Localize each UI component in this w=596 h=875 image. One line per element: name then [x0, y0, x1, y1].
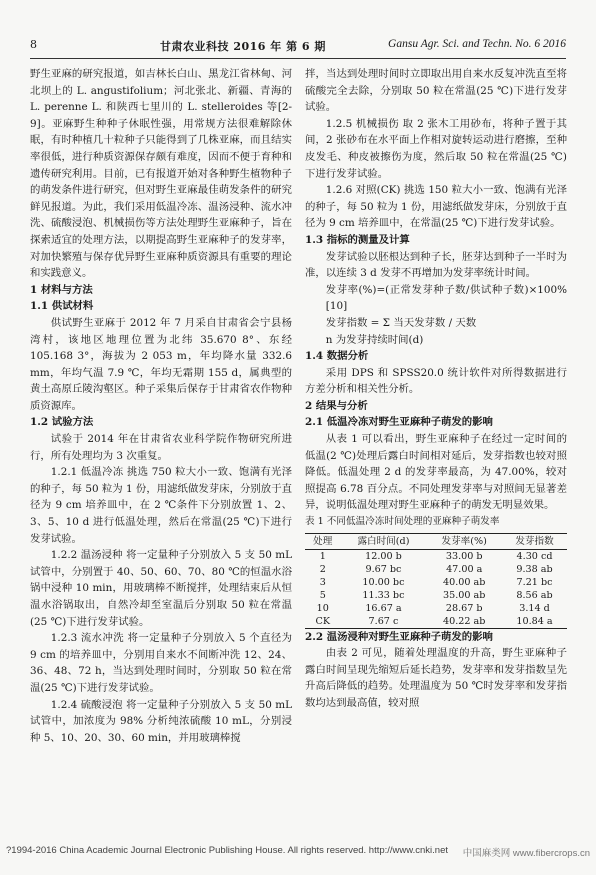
- table-row: [305, 576, 567, 589]
- method-paragraph: 1.2.5 机械损伤 取 2 张木工用砂布，将种子置于其间，2 张砂布在水平面上作相对旋转运动进行磨擦，至种皮发毛、种皮被擦伤为度，然后取 50 粒在常温(25 ℃)下进行发芽试验。: [305, 117, 567, 180]
- table-cell: 3: [319, 576, 326, 588]
- subsection-heading: 1.4 数据分析: [305, 350, 369, 363]
- table-cell: 4.30 cd: [516, 550, 553, 562]
- subsection-heading: 1.1 供试材料: [30, 300, 94, 313]
- method-paragraph: 拌，当达到处理时间时立即取出用自来水反复冲洗直至将硫酸完全去除，分别取 50 粒在常温(25 ℃)下进行发芽试验。: [305, 68, 567, 114]
- formula-note: n 为发芽持续时间(d): [325, 333, 424, 346]
- table-cell: 33.00 b: [445, 550, 483, 562]
- table-row: [305, 602, 567, 615]
- table-cell: 16.67 a: [365, 602, 402, 614]
- method-paragraph: 1.2.4 硫酸浸泡 将一定量种子分别放入 5 支 50 mL 试管中，加浓度为 98% 分析纯浓硫酸 10 mL，分别浸种 5、10、20、30、60 min，并用玻璃棒搅: [30, 698, 292, 744]
- method-paragraph: 1.2.1 低温冷冻 挑选 750 粒大小一致、饱满有光泽的种子，每 50 粒为 1 份，用滤纸做发芽床，分别放于直径为 9 cm 培养皿中，在 2 ℃条件下分别放置 1、2、3、5、10 d 进行低温处理，然后在常温(25 ℃)下进行发芽试验。: [30, 466, 292, 545]
- table-row: [305, 615, 567, 629]
- formula-germination-rate: 发芽率(%)=(正常发芽种子数/供试种子数)×100%[10]: [325, 283, 567, 313]
- table-cell: 1: [319, 550, 326, 562]
- subsection-heading: 2.2 温汤浸种对野生亚麻种子萌发的影响: [305, 630, 493, 643]
- method-paragraph: 1.2.6 对照(CK) 挑选 150 粒大小一致、饱满有光泽的种子，每 50 粒为 1 份，用滤纸做发芽床，分别放于直径为 9 cm 培养皿中，在常温(25 ℃)下进行发芽试验。: [305, 184, 567, 230]
- table-cell: 40.00 ab: [443, 576, 486, 588]
- table-cell: CK: [305, 615, 341, 629]
- table-caption: 表 1 不同低温冷冻时间处理的亚麻种子萌发率: [305, 516, 500, 528]
- table-cell: 2: [319, 563, 326, 575]
- subsection-heading: 1.3 指标的测量及计算: [305, 233, 410, 246]
- journal-title-cn: 甘肃农业科技 2016 年 第 6 期: [160, 40, 326, 53]
- materials-paragraph: 供试野生亚麻于 2012 年 7 月采自甘肃省会宁县杨湾村，该地区地理位置为北纬 35.670 8°、东经 105.168 3°，海拔为 2 053 m，年均降水量 332.6 mm，年均气温 7.9 ℃，年均无霜期 155 d，属典型的黄土高原丘陵沟壑区。种子采集后保存于甘肃省农作物种质资源库。: [30, 316, 292, 412]
- results-paragraph: 从表 1 可以看出，野生亚麻种子在经过一定时间的低温(2 ℃)处理后露白时间相对延后，发芽指数也较对照降低。低温处理 2 d 的发芽率最高，为 47.00%，较对照提高 6.78 百分点。不同处理发芽率与对照间无显著差异，说明低温处理对野生亚麻种子的萌发无明显效果。: [305, 433, 567, 512]
- table-header-cell: 处理: [305, 533, 341, 549]
- formula-germination-index: 发芽指数 = Σ 当天发芽数 / 天数: [325, 316, 477, 329]
- table-cell: 11.33 bc: [362, 589, 405, 601]
- table-cell: 12.00 b: [365, 550, 402, 562]
- results-table: [305, 533, 567, 629]
- page-number: 8: [30, 38, 37, 51]
- intro-paragraph: 野生亚麻的研究报道，如吉林长白山、黑龙江省林甸、河北坝上的 L. angustifolium；河北张北、新疆、青海的 L. perenne L. 和陕西七里川的 L. stelleroides 等[2-9]。亚麻野生种种子休眠性强，用常规方法很难解除休眠，有时种植几十粒种子只能得到了几株亚麻，而且结实率很低，进行种质资源保存颇有难度，因而不便于育种和遗传研究利用。目前，已有报道开始对各种野生植物种子的萌发条件进行研究，但对野生亚麻最佳萌发条件的研究鲜见报道。为此，我们采用低温冷冻、温汤浸种、流水冲洗、硫酸浸泡、机械损伤等方法处理野生亚麻种子，旨在探索适宜的处理方法，以期提高野生亚麻种子的发芽率，对加快繁殖与保存优异野生亚麻种质资源具有重要的理论和实践意义。: [30, 68, 292, 280]
- table-header-row: [305, 533, 567, 549]
- subsection-heading: 1.2 试验方法: [30, 416, 94, 429]
- table-cell: 10: [316, 602, 329, 614]
- table-header-cell: 发芽指数: [502, 533, 567, 549]
- table-row: [305, 589, 567, 602]
- table-row: [305, 563, 567, 576]
- right-column: [305, 66, 567, 712]
- table-cell: 47.00 a: [446, 563, 483, 575]
- analysis-paragraph: 采用 DPS 和 SPSS20.0 统计软件对所得数据进行方差分析和相关性分析。: [305, 366, 567, 396]
- table-cell: 9.67 bc: [365, 563, 402, 575]
- subsection-heading: 2.1 低温冷冻对野生亚麻种子萌发的影响: [305, 416, 493, 429]
- method-paragraph: 1.2.3 流水冲洗 将一定量种子分别放入 5 个直径为 9 cm 的培养皿中，分别用自来水不间断冲洗 12、24、36、48、72 h，当达到处理时间时，分别取 50 粒在常温(25 ℃)下进行发芽试验。: [30, 632, 292, 694]
- section-heading: 1 材料与方法: [30, 283, 93, 296]
- table-cell: 3.14 d: [519, 602, 550, 614]
- table-cell: 28.67 b: [445, 602, 483, 614]
- left-column: [30, 66, 292, 746]
- table-header-cell: 露白时间(d): [341, 533, 427, 549]
- table-cell: 40.22 ab: [426, 615, 502, 629]
- measure-paragraph: 发芽试验以胚根达到种子长，胚芽达到种子一半时为准，以连续 3 d 发芽不再增加为发芽率统计时间。: [305, 250, 567, 280]
- method-paragraph: 1.2.2 温汤浸种 将一定量种子分别放入 5 支 50 mL 试管中，分别置于 40、50、60、70、80 ℃的恒温水浴锅中浸种 10 min，用玻璃棒不断搅拌，处理结束后从恒温水浴锅取出，自然冷却至室温后分别取 50 粒在常温(25 ℃)下进行发芽试验。: [30, 549, 292, 628]
- header-rule: [30, 58, 566, 59]
- table-cell: 35.00 ab: [443, 589, 486, 601]
- table-cell: 7.21 bc: [516, 576, 553, 588]
- results-paragraph: 由表 2 可见，随着处理温度的升高，野生亚麻种子露白时间呈现先缩短后延长趋势，发芽率和发芽指数呈先升高后降低的趋势。处理温度为 50 ℃时发芽率和发芽指数均达到最高值，较对照: [305, 647, 567, 709]
- copyright-notice: ?1994-2016 China Academic Journal Electronic Publishing House. All rights reserved. http://www.cnki.net: [6, 845, 448, 856]
- method-paragraph: 试验于 2014 年在甘肃省农业科学院作物研究所进行，所有处理均为 3 次重复。: [30, 433, 292, 462]
- table-cell: 10.84 a: [502, 615, 567, 629]
- table-row: [305, 549, 567, 563]
- table-header-cell: 发芽率(%): [426, 533, 502, 549]
- table-cell: 7.67 c: [341, 615, 427, 629]
- watermark-text: 中国麻类网 www.fibercrops.cn: [462, 848, 590, 859]
- table-cell: 10.00 bc: [362, 576, 405, 588]
- table-cell: 9.38 ab: [516, 563, 553, 575]
- table-cell: 8.56 ab: [516, 589, 553, 601]
- section-heading: 2 结果与分析: [305, 399, 368, 412]
- table-cell: 5: [319, 589, 326, 601]
- page-header: [30, 38, 566, 58]
- journal-title-en: Gansu Agr. Sci. and Techn. No. 6 2016: [388, 38, 566, 50]
